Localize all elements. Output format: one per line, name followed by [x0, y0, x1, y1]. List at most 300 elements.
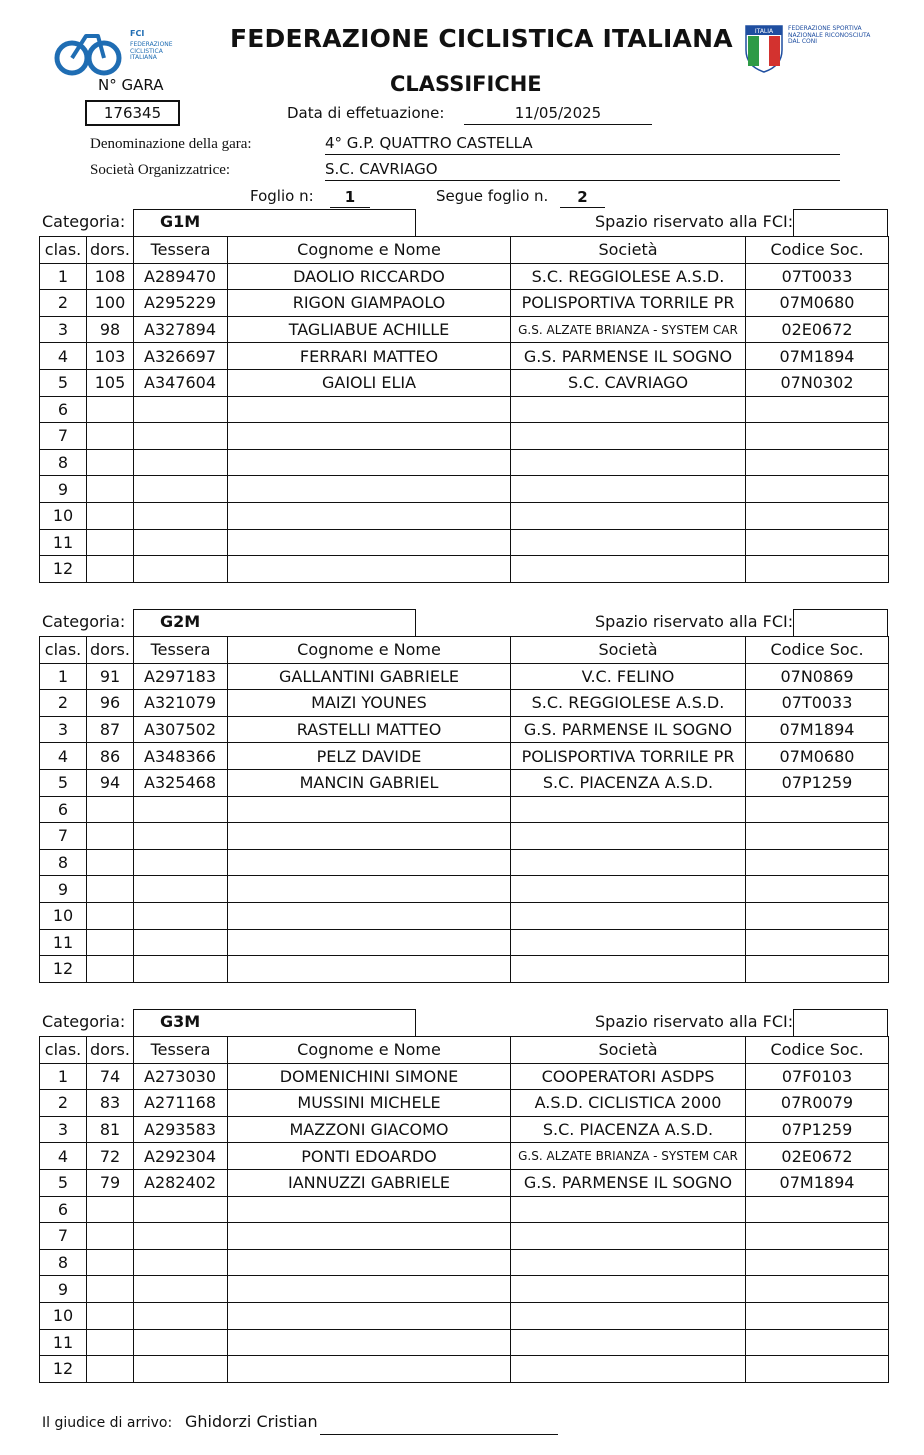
- cell-tessera: [134, 956, 228, 983]
- gara-number-field: 176345: [85, 100, 180, 126]
- table-row: [40, 690, 889, 717]
- cell-dors: 96: [87, 690, 134, 717]
- category-header: [40, 209, 888, 236]
- cell-tessera: [134, 556, 228, 583]
- table-row: [40, 396, 889, 423]
- cell-tessera: [134, 823, 228, 850]
- cell-codice: [746, 423, 889, 450]
- cell-codice: 07F0103: [746, 1063, 889, 1090]
- cell-societa: G.S. PARMENSE IL SOGNO: [511, 716, 746, 743]
- cell-nome: [228, 849, 511, 876]
- column-header: Società: [511, 637, 746, 664]
- table-row: [40, 1249, 889, 1276]
- category-label: Categoria:: [42, 612, 126, 631]
- race-name-value: 4° G.P. QUATTRO CASTELLA: [325, 134, 840, 155]
- table-row: [40, 449, 889, 476]
- cell-nome: [228, 1223, 511, 1250]
- sheet-number-value: 1: [330, 188, 370, 208]
- cell-tessera: [134, 502, 228, 529]
- table-row: [40, 529, 889, 556]
- fci-reserved-label: Spazio riservato alla FCI:: [595, 212, 794, 231]
- cell-tessera: A282402: [134, 1169, 228, 1196]
- cell-clas: 11: [40, 529, 87, 556]
- table-row: [40, 476, 889, 503]
- table-row: [40, 502, 889, 529]
- cell-dors: [87, 849, 134, 876]
- cell-clas: 5: [40, 369, 87, 396]
- cell-clas: 2: [40, 1090, 87, 1117]
- table-row: [40, 796, 889, 823]
- table-row: [40, 1063, 889, 1090]
- column-header: Cognome e Nome: [228, 637, 511, 664]
- cell-nome: IANNUZZI GABRIELE: [228, 1169, 511, 1196]
- cell-codice: 07M0680: [746, 290, 889, 317]
- table-row: [40, 769, 889, 796]
- cell-societa: [511, 529, 746, 556]
- cell-nome: [228, 1356, 511, 1383]
- judge-label: Il giudice di arrivo:: [42, 1415, 173, 1431]
- cell-clas: 12: [40, 956, 87, 983]
- italia-shield-icon: [744, 24, 784, 74]
- table-row: [40, 876, 889, 903]
- cell-clas: 1: [40, 1063, 87, 1090]
- cell-clas: 10: [40, 902, 87, 929]
- cell-dors: 81: [87, 1116, 134, 1143]
- fci-reserved-box: [793, 609, 888, 636]
- cell-clas: 9: [40, 1276, 87, 1303]
- cell-clas: 12: [40, 1356, 87, 1383]
- cell-dors: [87, 796, 134, 823]
- column-header: Cognome e Nome: [228, 237, 511, 264]
- table-row: [40, 423, 889, 450]
- next-sheet-value: 2: [560, 188, 605, 208]
- cell-codice: 07R0079: [746, 1090, 889, 1117]
- cell-societa: [511, 556, 746, 583]
- cell-dors: 72: [87, 1143, 134, 1170]
- cell-dors: 79: [87, 1169, 134, 1196]
- organizer-label: Società Organizzatrice:: [90, 162, 231, 178]
- cell-dors: 108: [87, 263, 134, 290]
- coni-badge: [744, 24, 884, 76]
- cell-nome: [228, 902, 511, 929]
- category-value: G3M: [160, 1012, 201, 1031]
- cell-societa: [511, 1196, 746, 1223]
- cell-dors: [87, 1276, 134, 1303]
- fci-reserved-label: Spazio riservato alla FCI:: [595, 1012, 794, 1031]
- cell-codice: 07T0033: [746, 690, 889, 717]
- cell-societa: S.C. PIACENZA A.S.D.: [511, 769, 746, 796]
- cell-nome: [228, 476, 511, 503]
- cell-clas: 1: [40, 663, 87, 690]
- cell-nome: [228, 823, 511, 850]
- cell-clas: 6: [40, 396, 87, 423]
- table-row: [40, 1116, 889, 1143]
- judge-name: Ghidorzi Cristian: [185, 1412, 318, 1431]
- results-table: [39, 636, 889, 983]
- cell-clas: 3: [40, 716, 87, 743]
- cell-codice: [746, 1329, 889, 1356]
- organizer-value: S.C. CAVRIAGO: [325, 160, 840, 181]
- cell-codice: 07P1259: [746, 1116, 889, 1143]
- cell-dors: [87, 502, 134, 529]
- cell-codice: [746, 476, 889, 503]
- table-row: [40, 823, 889, 850]
- cell-tessera: A347604: [134, 369, 228, 396]
- table-row: [40, 1169, 889, 1196]
- column-header: Codice Soc.: [746, 637, 889, 664]
- column-header: dors.: [87, 637, 134, 664]
- cell-dors: [87, 556, 134, 583]
- cell-codice: [746, 529, 889, 556]
- cell-nome: DAOLIO RICCARDO: [228, 263, 511, 290]
- cell-nome: FERRARI MATTEO: [228, 343, 511, 370]
- race-name-label: Denominazione della gara:: [90, 136, 252, 152]
- cell-clas: 1: [40, 263, 87, 290]
- table-row: [40, 849, 889, 876]
- column-header: clas.: [40, 1037, 87, 1064]
- table-row: [40, 929, 889, 956]
- cell-tessera: A327894: [134, 316, 228, 343]
- cell-nome: RIGON GIAMPAOLO: [228, 290, 511, 317]
- cell-societa: [511, 956, 746, 983]
- cell-clas: 4: [40, 343, 87, 370]
- cell-dors: 98: [87, 316, 134, 343]
- cell-tessera: A348366: [134, 743, 228, 770]
- cell-clas: 5: [40, 769, 87, 796]
- cell-nome: [228, 423, 511, 450]
- cell-nome: [228, 956, 511, 983]
- cell-codice: 07M0680: [746, 743, 889, 770]
- cell-dors: [87, 902, 134, 929]
- cell-societa: [511, 929, 746, 956]
- cell-dors: 86: [87, 743, 134, 770]
- gara-number-label: N° GARA: [98, 76, 164, 94]
- cell-codice: [746, 823, 889, 850]
- cell-societa: [511, 502, 746, 529]
- cell-clas: 12: [40, 556, 87, 583]
- cell-codice: [746, 449, 889, 476]
- cell-dors: 105: [87, 369, 134, 396]
- fci-reserved-box: [793, 209, 888, 236]
- table-header-row: [40, 1037, 889, 1064]
- cell-tessera: [134, 423, 228, 450]
- cell-clas: 9: [40, 476, 87, 503]
- table-row: [40, 743, 889, 770]
- cell-clas: 4: [40, 743, 87, 770]
- column-header: Società: [511, 1037, 746, 1064]
- cell-societa: [511, 876, 746, 903]
- cell-dors: [87, 1356, 134, 1383]
- table-row: [40, 1223, 889, 1250]
- category-value: G2M: [160, 612, 201, 631]
- table-row: [40, 263, 889, 290]
- column-header: Cognome e Nome: [228, 1037, 511, 1064]
- cell-societa: G.S. ALZATE BRIANZA - SYSTEM CAR: [511, 316, 746, 343]
- cell-dors: 83: [87, 1090, 134, 1117]
- cell-clas: 6: [40, 1196, 87, 1223]
- cell-tessera: [134, 849, 228, 876]
- category-value: G1M: [160, 212, 201, 231]
- table-row: [40, 1302, 889, 1329]
- cell-nome: [228, 1249, 511, 1276]
- next-sheet-label: Segue foglio n.: [436, 187, 549, 205]
- fci-reserved-box: [793, 1009, 888, 1036]
- category-header: [40, 609, 888, 636]
- table-row: [40, 1329, 889, 1356]
- cell-societa: [511, 396, 746, 423]
- cell-tessera: A297183: [134, 663, 228, 690]
- cell-codice: 07P1259: [746, 769, 889, 796]
- cell-codice: [746, 1302, 889, 1329]
- fci-logo-subtext: FEDERAZIONE CICLISTICA ITALIANA: [130, 41, 173, 61]
- cell-nome: MAZZONI GIACOMO: [228, 1116, 511, 1143]
- cell-nome: [228, 529, 511, 556]
- cell-codice: 07M1894: [746, 343, 889, 370]
- cell-nome: [228, 1302, 511, 1329]
- cell-tessera: [134, 929, 228, 956]
- cell-clas: 8: [40, 1249, 87, 1276]
- cell-tessera: A321079: [134, 690, 228, 717]
- column-header: Tessera: [134, 237, 228, 264]
- date-label: Data di effetuazione:: [287, 104, 445, 122]
- cell-tessera: A326697: [134, 343, 228, 370]
- cell-societa: G.S. ALZATE BRIANZA - SYSTEM CAR: [511, 1143, 746, 1170]
- cell-societa: POLISPORTIVA TORRILE PR: [511, 743, 746, 770]
- column-header: Codice Soc.: [746, 1037, 889, 1064]
- cell-nome: MUSSINI MICHELE: [228, 1090, 511, 1117]
- cell-dors: [87, 876, 134, 903]
- cell-codice: 07N0302: [746, 369, 889, 396]
- cell-nome: GALLANTINI GABRIELE: [228, 663, 511, 690]
- cell-dors: [87, 1302, 134, 1329]
- cell-societa: V.C. FELINO: [511, 663, 746, 690]
- cell-codice: [746, 929, 889, 956]
- cell-societa: [511, 1302, 746, 1329]
- cell-dors: [87, 449, 134, 476]
- cell-tessera: [134, 476, 228, 503]
- cell-codice: [746, 1196, 889, 1223]
- table-row: [40, 343, 889, 370]
- cell-clas: 9: [40, 876, 87, 903]
- column-header: clas.: [40, 637, 87, 664]
- table-row: [40, 556, 889, 583]
- cell-dors: [87, 476, 134, 503]
- cell-nome: GAIOLI ELIA: [228, 369, 511, 396]
- cell-dors: [87, 529, 134, 556]
- category-header: [40, 1009, 888, 1036]
- cell-societa: [511, 1276, 746, 1303]
- coni-text: FEDERAZIONE SPORTIVA NAZIONALE RICONOSCIUTA DAL CONI: [788, 25, 871, 45]
- cell-codice: 07M1894: [746, 1169, 889, 1196]
- fci-logo-text: FCI: [130, 29, 145, 38]
- table-row: [40, 316, 889, 343]
- table-row: [40, 1356, 889, 1383]
- column-header: dors.: [87, 237, 134, 264]
- italia-badge-text: ITALIA: [754, 28, 774, 35]
- cell-nome: [228, 502, 511, 529]
- cell-nome: [228, 1196, 511, 1223]
- page-subtitle: CLASSIFICHE: [390, 72, 542, 96]
- cell-societa: COOPERATORI ASDPS: [511, 1063, 746, 1090]
- table-row: [40, 902, 889, 929]
- cell-dors: [87, 1249, 134, 1276]
- cell-clas: 10: [40, 502, 87, 529]
- cell-dors: 87: [87, 716, 134, 743]
- cell-societa: [511, 449, 746, 476]
- cell-societa: A.S.D. CICLISTICA 2000: [511, 1090, 746, 1117]
- cell-codice: [746, 396, 889, 423]
- cell-societa: S.C. CAVRIAGO: [511, 369, 746, 396]
- table-row: [40, 716, 889, 743]
- category-label: Categoria:: [42, 1012, 126, 1031]
- results-table: [39, 1036, 889, 1383]
- cell-tessera: [134, 1329, 228, 1356]
- cell-codice: [746, 1356, 889, 1383]
- cell-clas: 4: [40, 1143, 87, 1170]
- cell-nome: [228, 876, 511, 903]
- cell-societa: [511, 849, 746, 876]
- cell-clas: 8: [40, 849, 87, 876]
- cell-tessera: [134, 876, 228, 903]
- cell-societa: [511, 796, 746, 823]
- cell-nome: RASTELLI MATTEO: [228, 716, 511, 743]
- cell-tessera: [134, 1302, 228, 1329]
- cell-clas: 6: [40, 796, 87, 823]
- cell-tessera: [134, 1356, 228, 1383]
- cell-tessera: [134, 1276, 228, 1303]
- cell-codice: [746, 902, 889, 929]
- cell-clas: 5: [40, 1169, 87, 1196]
- date-value: 11/05/2025: [464, 104, 652, 125]
- cell-societa: [511, 423, 746, 450]
- page-title: FEDERAZIONE CICLISTICA ITALIANA: [230, 24, 733, 53]
- cell-societa: [511, 476, 746, 503]
- cell-clas: 7: [40, 1223, 87, 1250]
- signature-line: [320, 1434, 558, 1435]
- cell-societa: [511, 1223, 746, 1250]
- cell-tessera: A325468: [134, 769, 228, 796]
- cell-tessera: [134, 1196, 228, 1223]
- cell-tessera: [134, 902, 228, 929]
- cell-codice: [746, 556, 889, 583]
- results-table: [39, 236, 889, 583]
- cell-codice: 02E0672: [746, 316, 889, 343]
- cell-clas: 11: [40, 1329, 87, 1356]
- cell-dors: [87, 1329, 134, 1356]
- cell-societa: S.C. REGGIOLESE A.S.D.: [511, 690, 746, 717]
- cell-codice: [746, 1276, 889, 1303]
- table-row: [40, 1276, 889, 1303]
- table-header-row: [40, 637, 889, 664]
- cell-codice: [746, 876, 889, 903]
- cell-dors: 74: [87, 1063, 134, 1090]
- cell-codice: 07T0033: [746, 263, 889, 290]
- cell-dors: [87, 423, 134, 450]
- cell-dors: 91: [87, 663, 134, 690]
- cell-societa: G.S. PARMENSE IL SOGNO: [511, 1169, 746, 1196]
- cell-tessera: [134, 796, 228, 823]
- cell-clas: 8: [40, 449, 87, 476]
- cell-dors: 94: [87, 769, 134, 796]
- cell-tessera: A295229: [134, 290, 228, 317]
- fci-reserved-label: Spazio riservato alla FCI:: [595, 612, 794, 631]
- cell-tessera: A289470: [134, 263, 228, 290]
- cell-dors: [87, 1196, 134, 1223]
- cell-nome: [228, 1329, 511, 1356]
- cell-clas: 2: [40, 690, 87, 717]
- cell-tessera: A307502: [134, 716, 228, 743]
- cell-dors: [87, 396, 134, 423]
- cell-nome: MAIZI YOUNES: [228, 690, 511, 717]
- cell-codice: 07N0869: [746, 663, 889, 690]
- fci-logo: [52, 26, 192, 82]
- cell-tessera: A293583: [134, 1116, 228, 1143]
- cell-codice: [746, 1223, 889, 1250]
- cell-nome: [228, 929, 511, 956]
- table-row: [40, 956, 889, 983]
- cell-nome: [228, 396, 511, 423]
- table-row: [40, 663, 889, 690]
- cell-nome: MANCIN GABRIEL: [228, 769, 511, 796]
- cell-clas: 3: [40, 316, 87, 343]
- cell-clas: 3: [40, 1116, 87, 1143]
- cell-nome: [228, 449, 511, 476]
- cell-societa: G.S. PARMENSE IL SOGNO: [511, 343, 746, 370]
- table-row: [40, 1143, 889, 1170]
- sheet-number-label: Foglio n:: [250, 187, 314, 205]
- cell-codice: 07M1894: [746, 716, 889, 743]
- table-row: [40, 369, 889, 396]
- cell-tessera: [134, 396, 228, 423]
- column-header: Codice Soc.: [746, 237, 889, 264]
- table-row: [40, 290, 889, 317]
- cell-tessera: [134, 1223, 228, 1250]
- cell-clas: 2: [40, 290, 87, 317]
- column-header: Società: [511, 237, 746, 264]
- cell-societa: S.C. PIACENZA A.S.D.: [511, 1116, 746, 1143]
- cell-dors: 103: [87, 343, 134, 370]
- cell-tessera: [134, 449, 228, 476]
- cell-clas: 11: [40, 929, 87, 956]
- category-label: Categoria:: [42, 212, 126, 231]
- column-header: Tessera: [134, 1037, 228, 1064]
- cell-nome: [228, 556, 511, 583]
- cell-dors: 100: [87, 290, 134, 317]
- cell-dors: [87, 929, 134, 956]
- cell-societa: [511, 902, 746, 929]
- cell-dors: [87, 956, 134, 983]
- cell-tessera: [134, 1249, 228, 1276]
- cell-nome: PONTI EDOARDO: [228, 1143, 511, 1170]
- cell-nome: [228, 1276, 511, 1303]
- cell-societa: POLISPORTIVA TORRILE PR: [511, 290, 746, 317]
- cell-tessera: A271168: [134, 1090, 228, 1117]
- cell-codice: 02E0672: [746, 1143, 889, 1170]
- table-row: [40, 1196, 889, 1223]
- cell-dors: [87, 1223, 134, 1250]
- cell-clas: 7: [40, 823, 87, 850]
- column-header: clas.: [40, 237, 87, 264]
- cell-tessera: A292304: [134, 1143, 228, 1170]
- column-header: Tessera: [134, 637, 228, 664]
- cell-societa: [511, 1356, 746, 1383]
- cell-codice: [746, 956, 889, 983]
- cell-societa: [511, 1249, 746, 1276]
- table-row: [40, 1090, 889, 1117]
- cell-societa: [511, 823, 746, 850]
- cell-nome: DOMENICHINI SIMONE: [228, 1063, 511, 1090]
- cell-nome: TAGLIABUE ACHILLE: [228, 316, 511, 343]
